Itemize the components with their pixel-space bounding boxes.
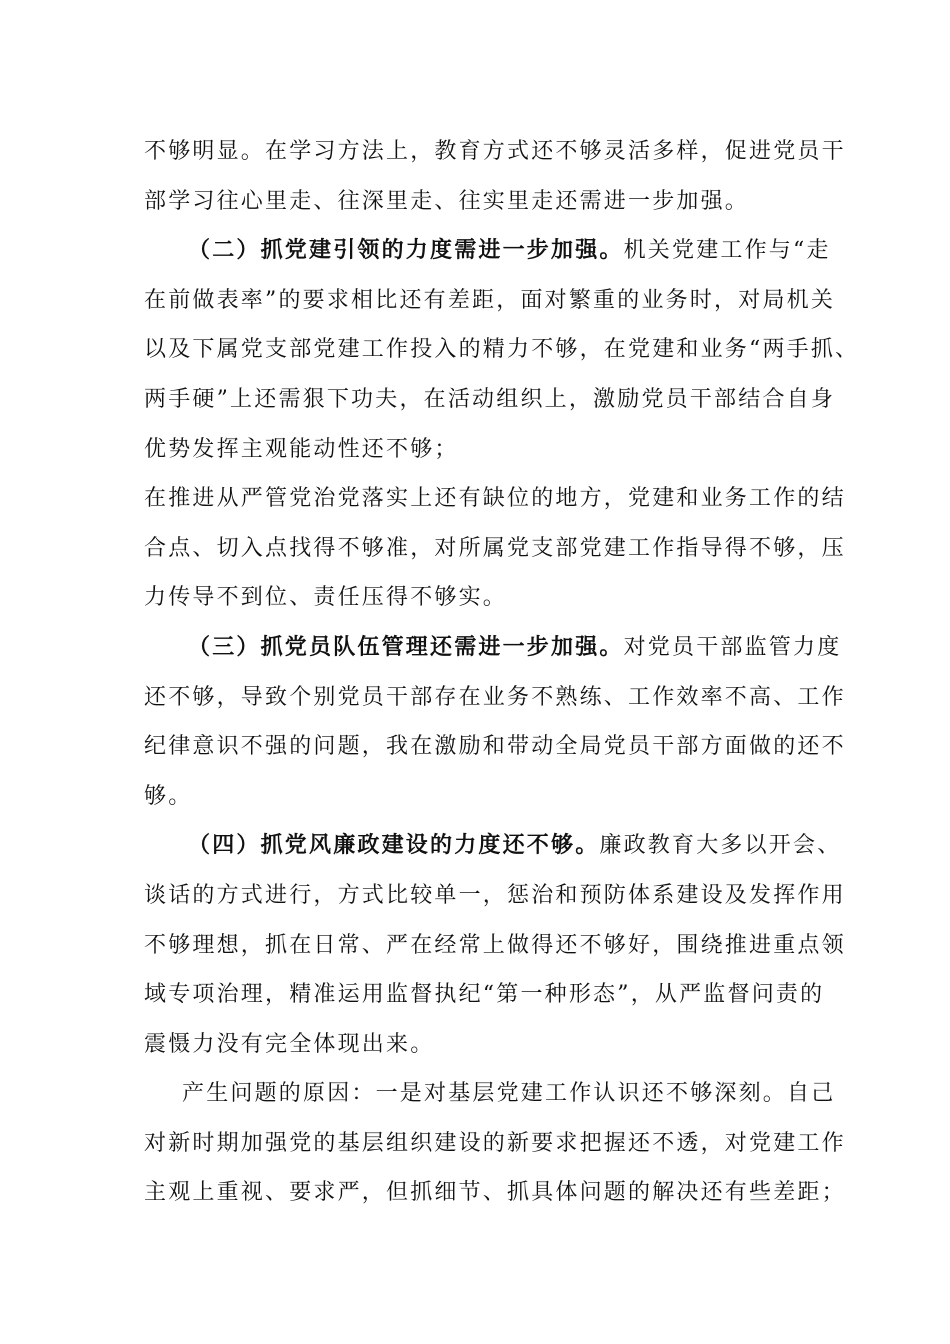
text-line: 两手硬”上还需狠下功夫，在活动组织上，激励党员干部结合自身 [144, 386, 836, 412]
text-line: 以及下属党支部党建工作投入的精力不够，在党建和业务“两手抓、 [144, 337, 860, 363]
text-line: 在推进从严管党治党落实上还有缺位的地方，党建和业务工作的结 [144, 486, 846, 512]
text-line: 合点、切入点找得不够准，对所属党支部党建工作指导得不够，压 [144, 535, 846, 561]
text-line: 不够明显。在学习方法上，教育方式还不够灵活多样，促进党员干 [144, 139, 846, 164]
paragraph-continued [144, 127, 864, 226]
text-line: 还不够，导致个别党员干部存在业务不熟练、工作效率不高、工作 [144, 684, 846, 710]
section-text: 廉政教育大多以开会、 [599, 833, 842, 859]
paragraph-section-2 [144, 226, 864, 623]
text-line: 够。 [144, 783, 193, 809]
paragraph-causes [144, 1069, 864, 1218]
text-line: 主观上重视、要求严，但抓细节、抓具体问题的解决还有些差距； [144, 1180, 846, 1206]
text-line [144, 821, 864, 871]
text-line: 力传导不到位、责任压得不够实。 [144, 585, 508, 611]
paragraph-section-4 [144, 821, 864, 1069]
section-heading: （三）抓党员队伍管理还需进一步加强。 [188, 633, 624, 660]
text-line: 不够理想，抓在日常、严在经常上做得还不够好，围绕推进重点领 [144, 932, 846, 958]
section-heading: （四）抓党风廉政建设的力度还不够。 [188, 832, 600, 859]
section-text: 机关党建工作与“走 [623, 238, 831, 264]
text-line: 谈话的方式进行，方式比较单一，惩治和预防体系建设及发挥作用 [144, 882, 846, 908]
text-line: 产生问题的原因：一是对基层党建工作认识还不够深刻。自己 [182, 1081, 836, 1107]
text-line: 优势发挥主观能动性还不够； [144, 436, 459, 462]
text-line: 对新时期加强党的基层组织建设的新要求把握还不透，对党建工作 [144, 1130, 846, 1156]
text-line [144, 226, 864, 276]
text-line: 震慑力没有完全体现出来。 [144, 1031, 435, 1057]
section-heading: （二）抓党建引领的力度需进一步加强。 [188, 237, 624, 264]
paragraph-section-3 [144, 623, 864, 821]
text-line [144, 623, 864, 673]
text-line: 部学习往心里走、往深里走、往实里走还需进一步加强。 [144, 188, 750, 214]
text-line: 域专项治理，精准运用监督执纪“第一种形态”，从严监督问责的 [144, 982, 825, 1008]
document-body [144, 127, 864, 1218]
section-text: 对党员干部监管力度 [623, 634, 842, 660]
text-line: 纪律意识不强的问题，我在激励和带动全局党员干部方面做的还不 [144, 734, 846, 760]
text-line: 在前做表率”的要求相比还有差距，面对繁重的业务时，对局机关 [144, 287, 836, 313]
